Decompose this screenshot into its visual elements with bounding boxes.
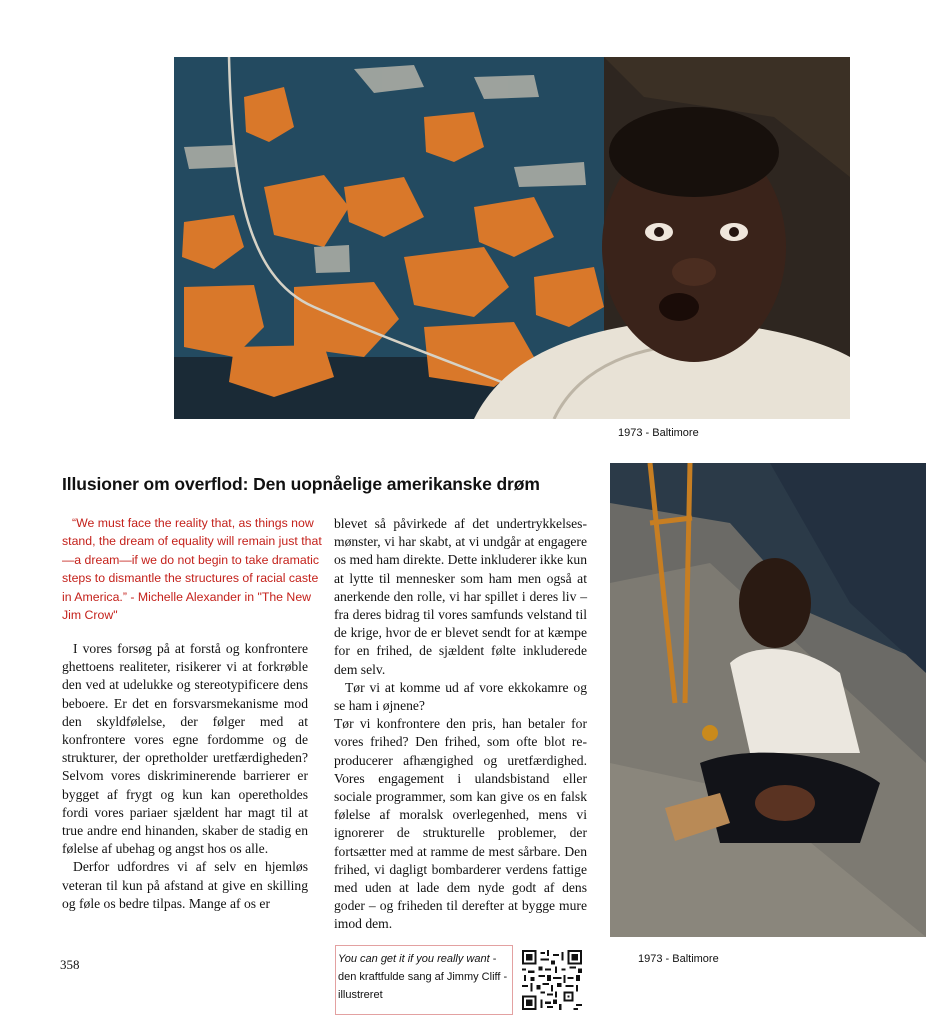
song-title: You can get it if you really want [338,953,490,965]
song-description: - den kraftfulde sang af Jimmy Cliff - illustreret [338,953,508,1001]
body-paragraph: I vores forsøg på at forstå og konfrontere ghettoens realiteter, risikerer vi at forkrøble den ved at udelukke og stereotypificere dens beboere. Er det en forsvarsmekanisme mod den skyldfølelse, der følger med at konfrontere vores egne fordomme og de strukturer, der opretholder uretfærdigheden? Selvom vores diskriminerende barrierer er bygget af frygt og kun kan operetholdes fordi vores pariaer sjældent har magt til at true andre end hinanden, skaber de stadig en følelse af ubehag og angst hos os alle. [62,641,308,857]
article-title: Illusioner om overflod: Den uopnåelige amerikanske drøm [62,474,540,494]
pull-quote: “We must face the reality that, as things now stand, the dream of equality will remain just that—a dream—if we do not begin to take dramatic steps to dismantle the structures of racial caste in America.” - Michelle Alexander in "The New Jim Crow" [62,516,322,623]
photo-baltimore-seated-man [610,463,926,937]
body-paragraph: blevet så påvirkede af det undertrykkelsesmønster, vi har skabt, at vi undgår at engagere os med ham direkte. Dette inkluderer ikke kun at lytte til mennesker som ham men også at anerkende den rolle, vi har spillet i deres liv – fra deres bidrag til vores samfunds velstand til de krige, hvor de er blevet sendt for at kæmpe for en frihed, de sjældent følte inkluderede dem selv. [334,516,587,677]
photo-caption: 1973 - Baltimore [638,953,719,965]
body-paragraph: Tør vi at komme ud af vore ekkokamre og se ham i øjnene? [334,679,587,714]
body-paragraph: Derfor udfordres vi af selv en hjemløs veteran til kun på afstand at give en skilling og føle os bedre tilpas. Mange af os er [62,859,308,911]
body-paragraph: Tør vi konfrontere den pris, han betaler for vores frihed? Den frihed, som ofte blot reproducerer afhængighed og uretfærdighed. Vores engagement i ulandsbistand eller sociale programmer, som kan give os en falsk følelse af moralsk overlegenhed, mens vi ignorerer de strukturelle problemer, der fortsætter med at ramme de mest sårbare. Den frihed, vi dagligt bombarderer verdens fattige med uden at lade dem nyde godt af dens goder – og friheden til derefter at bygge mure imod dem. [334,716,587,932]
promo-text [338,951,514,1004]
photo-baltimore-wall [174,57,850,419]
qr-code[interactable] [522,950,582,1010]
page-number: 358 [60,957,80,972]
photo-caption: 1973 - Baltimore [618,427,699,439]
body-column-left [62,640,308,913]
body-column-right [334,515,587,934]
song-promo-box [335,945,513,1015]
